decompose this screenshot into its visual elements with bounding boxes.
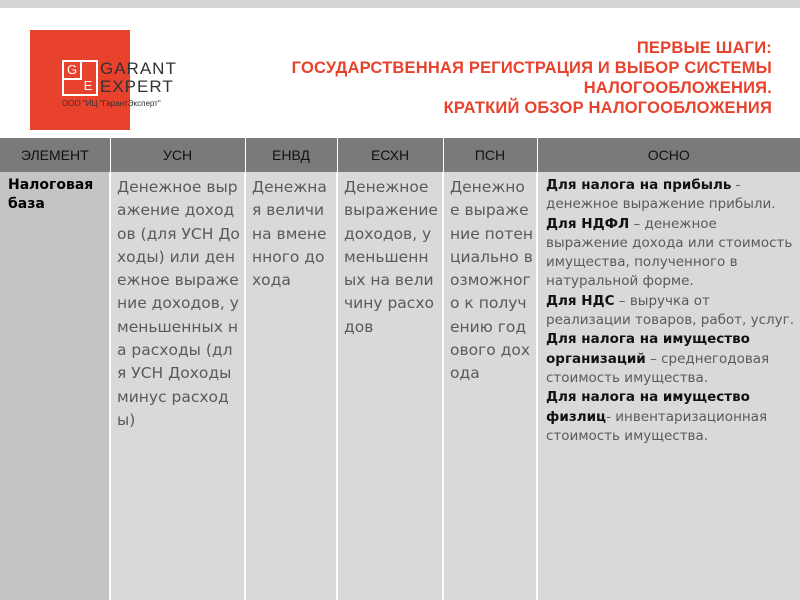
tax-comparison-table	[0, 138, 800, 600]
logo-subtitle: ООО "ИЦ "ГарантЭксперт"	[62, 99, 161, 108]
header-element: ЭЛЕМЕНТ	[0, 138, 110, 172]
cell-psn: Денежное выражение потенциально возможного к получению годового дохода	[443, 172, 537, 600]
logo-word-expert: EXPERT	[100, 77, 174, 96]
title-line-4: КРАТКИЙ ОБЗОР НАЛОГООБЛОЖЕНИЯ	[443, 99, 772, 117]
cell-element: Налоговая база	[0, 172, 110, 600]
header-envd: ЕНВД	[245, 138, 337, 172]
logo-emblem	[62, 60, 98, 96]
cell-envd: Денежная величина вмененного дохода	[245, 172, 337, 600]
osno-item	[546, 176, 797, 215]
osno-item-text: – денежное выражение дохода или стоимость имущества, полученного в натуральной форме.	[546, 215, 793, 290]
osno-item-text: - инвентаризационная стоимость имущества.	[546, 408, 768, 444]
header-osno: ОСНО	[537, 138, 800, 172]
table-row	[0, 172, 800, 600]
cell-usn: Денежное выражение доходов (для УСН Доходы) или денежное выражение доходов, уменьшенных на расходы (для УСН Доходы минус расходы)	[110, 172, 245, 600]
page-title	[152, 38, 772, 118]
header-psn: ПСН	[443, 138, 537, 172]
osno-item-label: Для НДФЛ	[546, 215, 630, 232]
title-line-2: ГОСУДАРСТВЕННАЯ РЕГИСТРАЦИЯ И ВЫБОР СИСТЕМЫ	[291, 59, 772, 77]
cell-osno	[537, 172, 800, 600]
osno-item-text: - денежное выражение прибыли.	[546, 177, 776, 213]
osno-item	[546, 388, 797, 446]
cell-eshn: Денежное выражение доходов, уменьшенных на величину расходов	[337, 172, 443, 600]
osno-item	[546, 330, 797, 388]
logo-letter-g: G	[64, 62, 82, 80]
osno-item-label: Для налога на имущество физлиц	[546, 389, 750, 425]
title-line-1: ПЕРВЫЕ ШАГИ:	[636, 39, 772, 57]
osno-item	[546, 215, 797, 292]
header-usn: УСН	[110, 138, 245, 172]
table-header-row	[0, 138, 800, 172]
top-accent-bar	[0, 0, 800, 8]
title-line-3: НАЛОГООБЛОЖЕНИЯ.	[583, 79, 772, 97]
osno-item-text: – среднегодовая стоимость имущества.	[546, 350, 770, 386]
logo-word-garant: GARANT	[100, 59, 177, 78]
osno-item	[546, 292, 797, 331]
header-eshn: ЕСХН	[337, 138, 443, 172]
osno-item-label: Для налога на имущество организаций	[546, 331, 750, 367]
osno-item-text: – выручка от реализации товаров, работ, услуг.	[546, 292, 795, 329]
osno-item-label: Для НДС	[546, 292, 615, 309]
logo-letter-e: E	[83, 78, 93, 93]
osno-item-label: Для налога на прибыль	[546, 177, 732, 193]
